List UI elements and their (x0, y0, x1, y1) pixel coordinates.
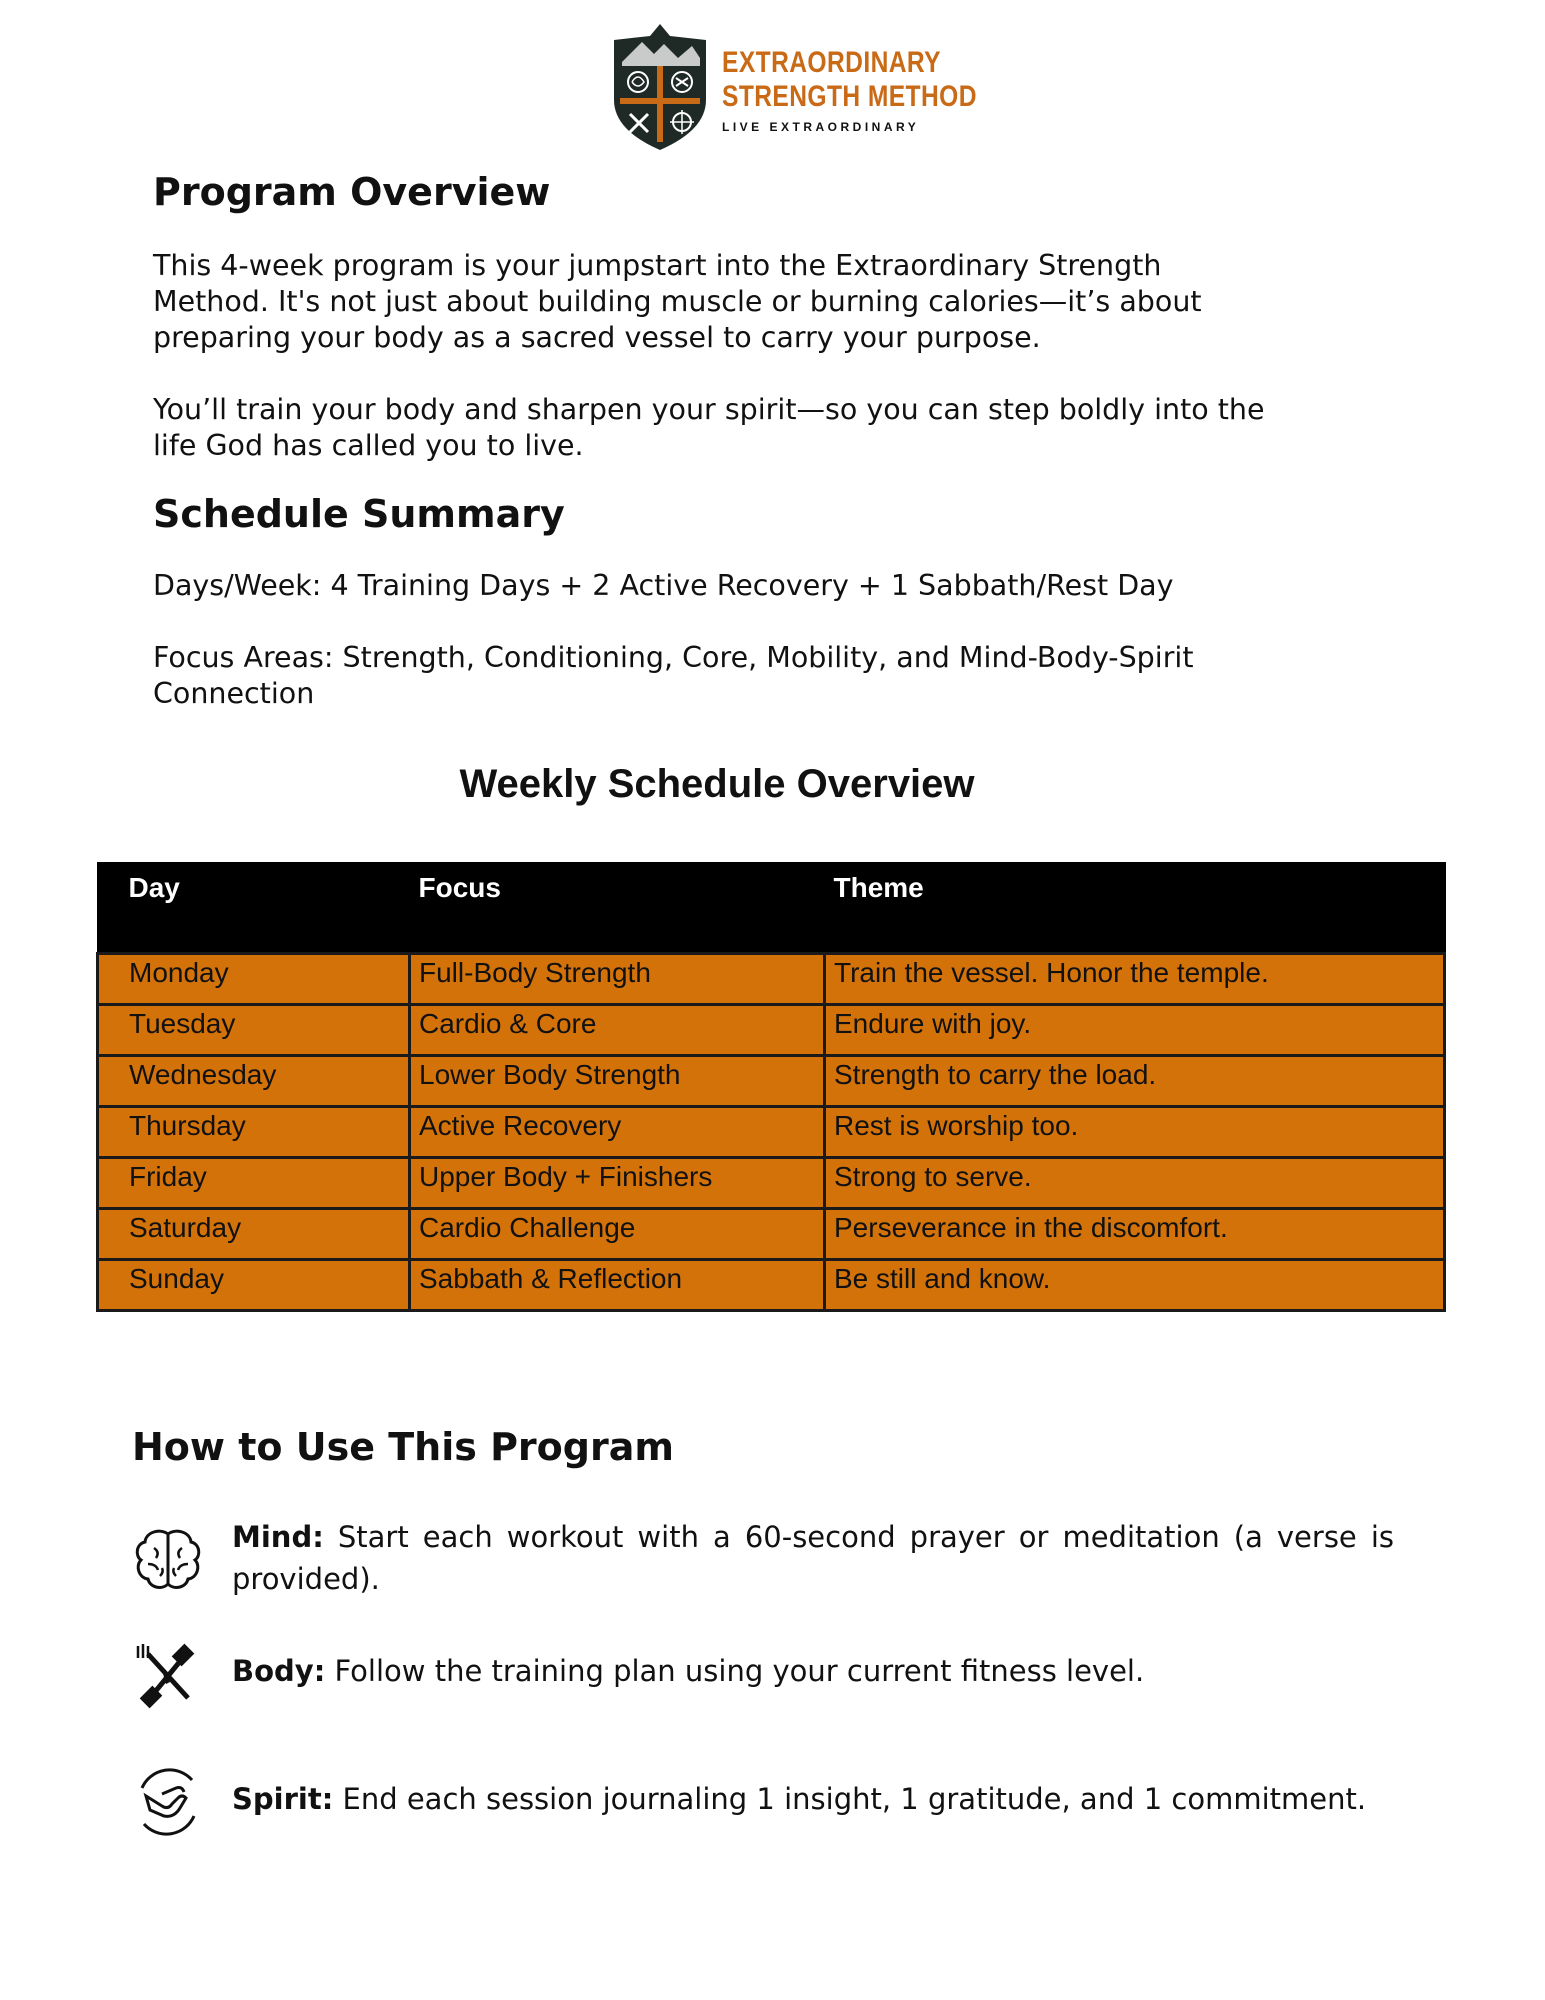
cell-day: Tuesday (98, 1005, 410, 1056)
how-item-body: Start each workout with a 60-second prayer or meditation (a verse is provided). (232, 1520, 1394, 1596)
cell-theme: Be still and know. (825, 1260, 1445, 1311)
how-item-text (232, 1650, 1394, 1692)
cell-day: Thursday (98, 1107, 410, 1158)
cell-focus: Upper Body + Finishers (410, 1158, 825, 1209)
table-header-row (98, 863, 1445, 954)
logo-tagline: LIVE EXTRAORDINARY (722, 120, 920, 134)
table-row (98, 1158, 1445, 1209)
brain-icon (132, 1524, 204, 1596)
how-to-use-heading: How to Use This Program (132, 1425, 674, 1469)
cell-day: Saturday (98, 1209, 410, 1260)
column-header-focus: Focus (410, 863, 825, 954)
cell-focus: Cardio & Core (410, 1005, 825, 1056)
cell-day: Sunday (98, 1260, 410, 1311)
how-item-label: Mind: (232, 1520, 324, 1554)
cell-theme: Endure with joy. (825, 1005, 1445, 1056)
how-item-body-text: End each session journaling 1 insight, 1 gratitude, and 1 commitment. (333, 1782, 1367, 1816)
cell-focus: Sabbath & Reflection (410, 1260, 825, 1311)
table-row (98, 1209, 1445, 1260)
table-row (98, 1056, 1445, 1107)
shield-icon (612, 22, 708, 152)
brand-logo (612, 22, 977, 157)
cell-theme: Rest is worship too. (825, 1107, 1445, 1158)
how-item-spirit (132, 1766, 1394, 1846)
how-item-text (232, 1778, 1394, 1820)
cell-day: Monday (98, 954, 410, 1005)
cell-focus: Cardio Challenge (410, 1209, 825, 1260)
cell-theme: Train the vessel. Honor the temple. (825, 954, 1445, 1005)
cell-theme: Strong to serve. (825, 1158, 1445, 1209)
program-overview-para2 (153, 392, 1353, 464)
program-overview-para1 (153, 248, 1353, 356)
weekly-schedule-table (96, 862, 1446, 1312)
cell-focus: Lower Body Strength (410, 1056, 825, 1107)
schedule-summary-heading: Schedule Summary (153, 492, 565, 536)
how-item-mind (132, 1516, 1394, 1606)
table-row (98, 1107, 1445, 1158)
column-header-theme: Theme (825, 863, 1445, 954)
column-header-day: Day (98, 863, 410, 954)
weekly-schedule-title: Weekly Schedule Overview (459, 762, 975, 806)
text-line: Connection (153, 677, 315, 710)
text-line: Method. It's not just about building muscle or burning calories—it’s about (153, 285, 1202, 318)
table-row (98, 1005, 1445, 1056)
focus-areas (153, 640, 1353, 712)
table-row (98, 954, 1445, 1005)
cell-theme: Strength to carry the load. (825, 1056, 1445, 1107)
days-per-week: Days/Week: 4 Training Days + 2 Active Recovery + 1 Sabbath/Rest Day (153, 569, 1174, 602)
cell-focus: Active Recovery (410, 1107, 825, 1158)
text-line: preparing your body as a sacred vessel to carry your purpose. (153, 321, 1041, 354)
text-line: Focus Areas: Strength, Conditioning, Core, Mobility, and Mind-Body-Spirit (153, 641, 1194, 674)
logo-title-line1: EXTRAORDINARY (722, 46, 942, 79)
how-item-label: Body: (232, 1654, 326, 1688)
program-overview-heading: Program Overview (153, 170, 551, 214)
helping-hands-icon (132, 1766, 204, 1838)
how-item-body-text: Follow the training plan using your current fitness level. (325, 1654, 1145, 1688)
dumbbell-fork-icon (132, 1640, 204, 1712)
table-row (98, 1260, 1445, 1311)
how-item-text (232, 1516, 1394, 1600)
cell-day: Friday (98, 1158, 410, 1209)
text-line: You’ll train your body and sharpen your spirit—so you can step boldly into the (153, 393, 1265, 426)
how-item-body (132, 1640, 1394, 1720)
cell-theme: Perseverance in the discomfort. (825, 1209, 1445, 1260)
logo-title-line2: STRENGTH METHOD (722, 80, 977, 113)
text-line: life God has called you to live. (153, 429, 584, 462)
text-line: This 4-week program is your jumpstart into the Extraordinary Strength (153, 249, 1162, 282)
cell-day: Wednesday (98, 1056, 410, 1107)
how-item-label: Spirit: (232, 1782, 334, 1816)
cell-focus: Full-Body Strength (410, 954, 825, 1005)
